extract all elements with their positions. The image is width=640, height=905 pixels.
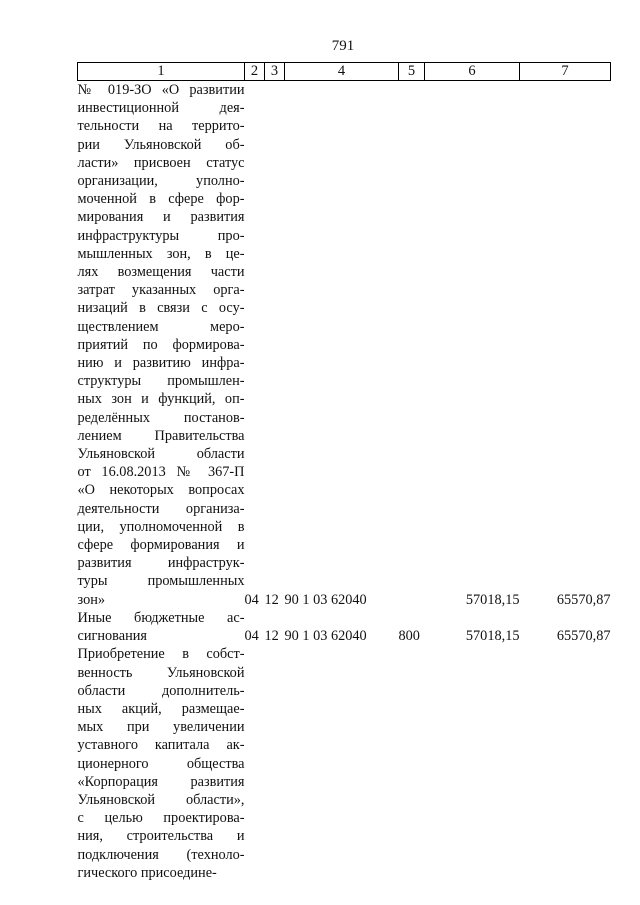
- subsection-code: [265, 645, 285, 882]
- target-item-code: 90 1 03 62040: [284, 591, 367, 608]
- header-col-1: 1: [78, 63, 245, 81]
- description-line: моченной в сфере фор-: [77, 191, 245, 208]
- description-line: зон»: [77, 591, 106, 608]
- header-col-6: 6: [425, 63, 520, 81]
- description-line: «Корпорация развития: [77, 773, 245, 790]
- description-line: деятельности организа-: [77, 500, 245, 517]
- expense-type-code: [399, 81, 425, 609]
- description-line: организации, уполно-: [77, 173, 245, 190]
- description-line: инвестиционной дея-: [77, 100, 245, 117]
- amount-year-1: 57018,15: [465, 628, 520, 645]
- section-code: 04: [244, 591, 259, 608]
- table-row: [78, 645, 611, 882]
- subsection-code: 12: [264, 591, 279, 608]
- description-line: уставного капитала ак-: [77, 737, 245, 754]
- amount-year-1: 57018,15: [465, 591, 520, 608]
- row-description: [78, 609, 245, 645]
- table-row: [78, 81, 611, 609]
- description-line: приятий по формирова-: [77, 336, 245, 353]
- description-line: ществлением меро-: [77, 318, 245, 335]
- subsection-code: 12: [264, 628, 279, 645]
- description-line: мышленных зон, в це-: [77, 245, 245, 262]
- section-code: 04: [244, 628, 259, 645]
- table-header: [78, 63, 611, 81]
- description-line: затрат указанных орга-: [77, 282, 245, 299]
- amount-year-1: [425, 645, 520, 882]
- description-line: венность Ульяновской: [77, 664, 245, 681]
- description-line: ционерного общества: [77, 755, 245, 772]
- budget-table: [77, 62, 611, 882]
- description-line: от 16.08.2013 № 367-П: [77, 464, 245, 481]
- description-line: № 019-ЗО «О развитии: [77, 82, 245, 98]
- target-item-code: [285, 645, 399, 882]
- target-item-code: 90 1 03 62040: [284, 628, 367, 645]
- description-line: ных акций, размещае-: [77, 700, 245, 717]
- header-col-5: 5: [399, 63, 425, 81]
- description-line: нию и развитию инфра-: [77, 355, 245, 372]
- description-line: лением Правительства: [77, 427, 245, 444]
- amount-year-2: [520, 645, 611, 882]
- row-description: [78, 645, 245, 882]
- row-description: [78, 81, 245, 609]
- description-line: ределённых постанов-: [77, 409, 245, 426]
- table-row: [78, 609, 611, 645]
- table-body: [78, 81, 611, 882]
- description-line: рии Ульяновской об-: [77, 136, 245, 153]
- page-number: 791: [331, 38, 355, 54]
- description-line: инфраструктуры про-: [77, 227, 245, 244]
- description-line: низаций в связи с осу-: [77, 300, 245, 317]
- expense-type-code: [399, 645, 425, 882]
- section-code: [245, 645, 265, 882]
- description-line: сигнования: [77, 628, 147, 645]
- description-line: ных зон и функций, оп-: [77, 391, 245, 408]
- amount-year-2: 65570,87: [556, 628, 611, 645]
- description-line: с целью проектирова-: [77, 810, 245, 827]
- description-line: ласти» присвоен статус: [77, 154, 245, 171]
- description-line: Иные бюджетные ас-: [77, 609, 245, 626]
- description-line: структуры промышлен-: [77, 373, 245, 390]
- description-line: развития инфраструк-: [77, 555, 245, 572]
- description-line: сфере формирования и: [77, 537, 245, 554]
- description-line: туры промышленных: [77, 573, 245, 590]
- description-line: подключения (техноло-: [77, 846, 245, 863]
- description-line: лях возмещения части: [77, 264, 245, 281]
- description-line: мых при увеличении: [77, 719, 245, 736]
- description-line: гического присоедине-: [77, 864, 217, 881]
- description-line: мирования и развития: [77, 209, 245, 226]
- description-line: Ульяновской области: [77, 446, 245, 463]
- description-line: Ульяновской области»,: [77, 791, 245, 808]
- amount-year-2: 65570,87: [556, 591, 611, 608]
- header-col-2: 2: [245, 63, 265, 81]
- description-line: тельности на террито-: [77, 118, 245, 135]
- description-line: ния, строительства и: [77, 828, 245, 845]
- header-col-3: 3: [265, 63, 285, 81]
- header-col-4: 4: [285, 63, 399, 81]
- header-col-7: 7: [520, 63, 611, 81]
- description-line: Приобретение в собст-: [77, 646, 245, 663]
- description-line: области дополнитель-: [77, 682, 245, 699]
- description-line: «О некоторых вопросах: [77, 482, 245, 499]
- expense-type-code: 800: [398, 628, 420, 645]
- description-line: ции, уполномоченной в: [77, 518, 245, 535]
